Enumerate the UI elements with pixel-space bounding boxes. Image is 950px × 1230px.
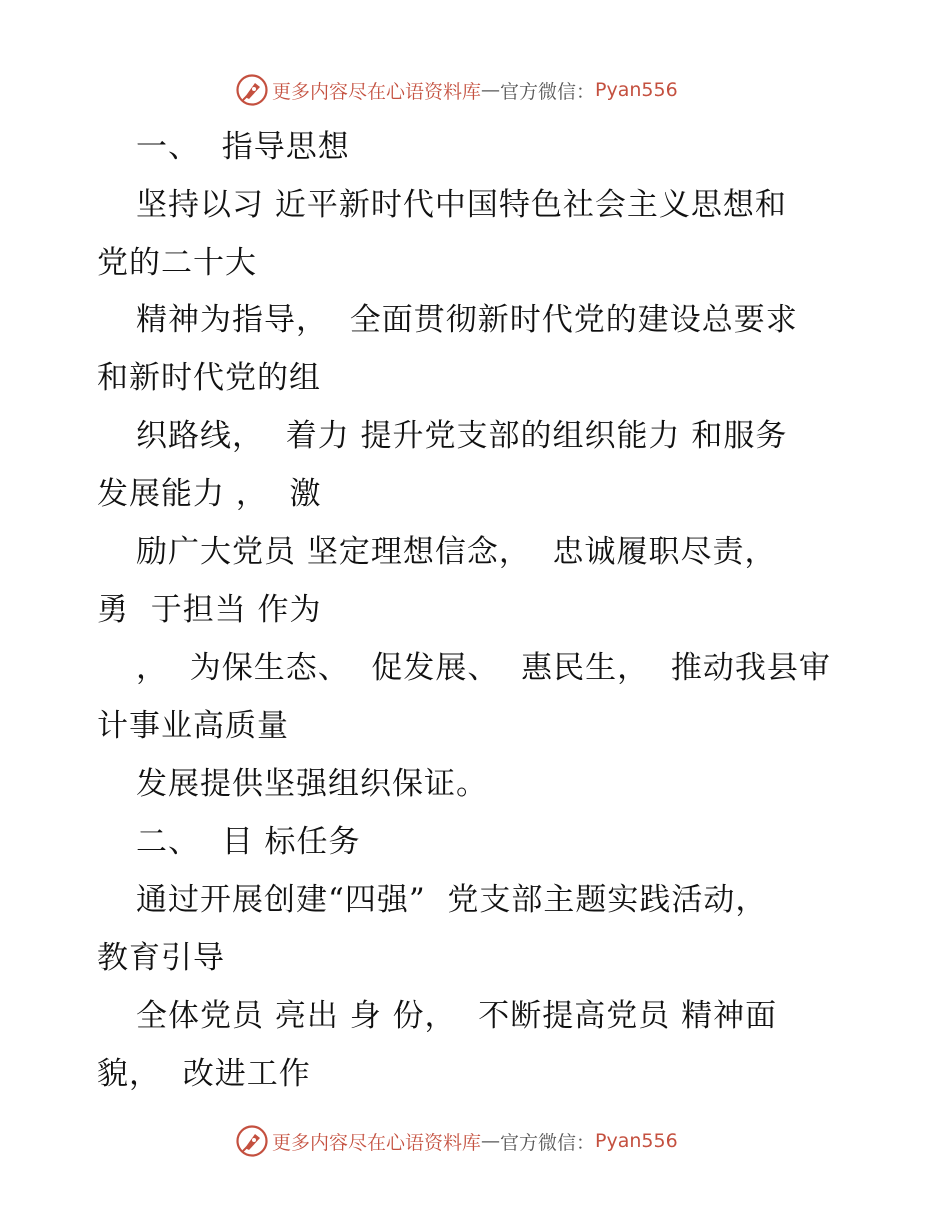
pen-nib-circle-icon xyxy=(236,1125,268,1157)
banner-contact-id: Pyan556 xyxy=(595,79,678,101)
paragraph-line: 坚持以习 近平新时代中国特色社会主义思想和 xyxy=(136,187,787,223)
paragraph-line: 党的二十大 xyxy=(97,245,257,281)
header-banner xyxy=(236,72,678,108)
paragraph-line: ， 为保生态、 促发展、 惠民生， 推动我县审 xyxy=(136,650,831,686)
paragraph-line: 全体党员 亮出 身 份， 不断提高党员 精神面 xyxy=(136,998,778,1034)
paragraph-line: 精神为指导， 全面贯彻新时代党的建设总要求 xyxy=(136,302,798,338)
banner-contact-label: 官方微信： xyxy=(500,80,596,103)
paragraph-line: 教育引导 xyxy=(97,940,225,976)
paragraph-line: 貌， 改进工作 xyxy=(97,1056,311,1092)
banner-main-text: 更多内容尽在心语资料库 xyxy=(272,1131,482,1154)
paragraph-line: 计事业高质量 xyxy=(97,708,289,744)
paragraph-line: 勇 于担当 作为 xyxy=(97,592,322,628)
banner-main-text: 更多内容尽在心语资料库 xyxy=(272,80,482,103)
paragraph-line: 和新时代党的组 xyxy=(97,360,321,396)
banner-contact-id: Pyan556 xyxy=(595,1130,678,1152)
paragraph-line: 励广大党员 坚定理想信念， 忠诚履职尽责， xyxy=(136,534,777,570)
section-heading: 二、 目 标任务 xyxy=(136,824,361,860)
paragraph-line: 通过开展创建“四强” 党支部主题实践活动， xyxy=(136,882,768,918)
banner-contact-label: 官方微信： xyxy=(500,1131,596,1154)
banner-separator: — xyxy=(481,79,501,101)
paragraph-line: 发展提供坚强组织保证。 xyxy=(136,766,488,802)
pen-nib-circle-icon xyxy=(236,74,268,106)
section-heading: 一、 指导思想 xyxy=(136,129,350,165)
banner-separator: — xyxy=(481,1130,501,1152)
paragraph-line: 织路线， 着力 提升党支部的组织能力 和服务 xyxy=(136,418,788,454)
footer-banner xyxy=(236,1123,678,1159)
paragraph-line: 发展能力 ， 激 xyxy=(97,476,322,512)
